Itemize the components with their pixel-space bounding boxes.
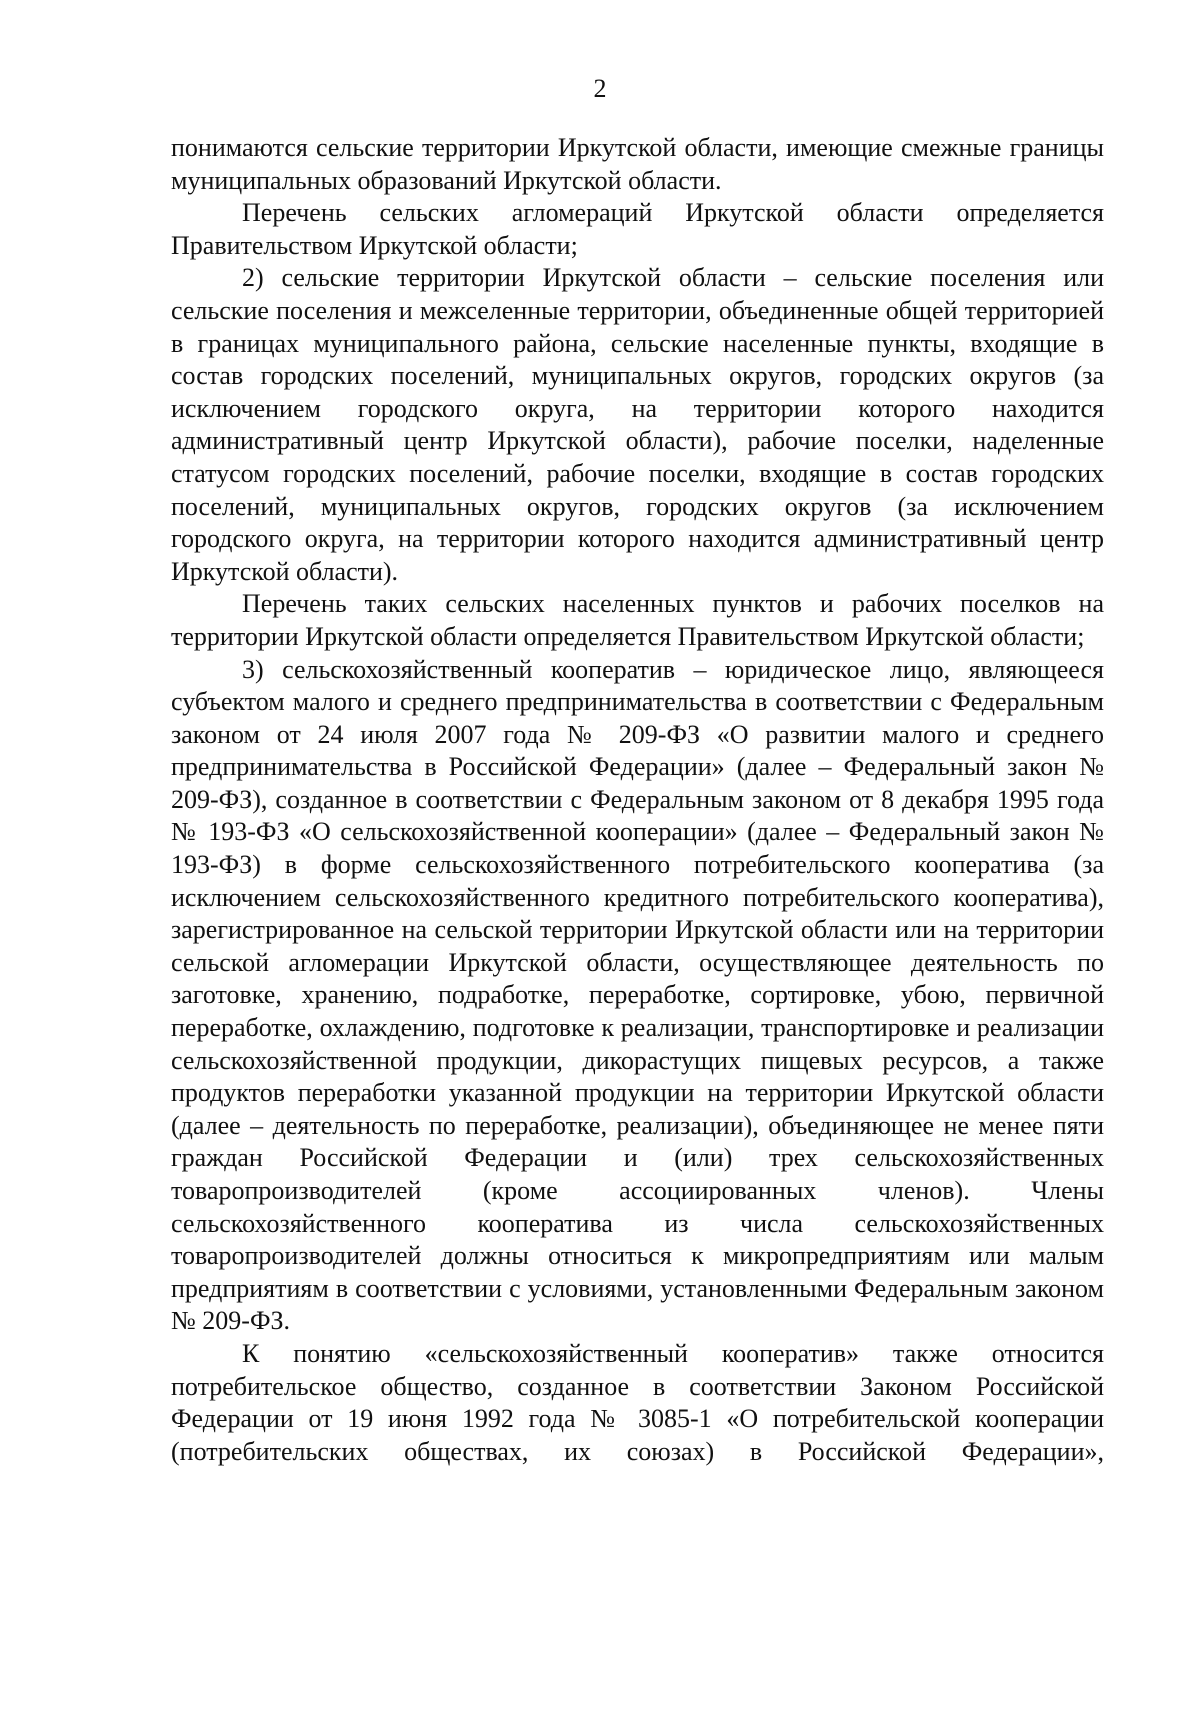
document-body [171, 132, 1104, 1468]
paragraph-continuation: понимаются сельские территории Иркутской области, имеющие смежные границы муниципальных образований Иркутской области. [171, 133, 1104, 195]
paragraph-agricultural-cooperative: 3) сельскохозяйственный кооператив – юридическое лицо, являющееся субъектом малого и среднего предпринимательства в соответствии с Федеральным законом от 24 июля 2007 года № 209-ФЗ «О развитии малого и среднего предпринимательства в Российской Федерации» (далее – Федеральный закон № 209-ФЗ), созданное в соответствии с Федеральным законом от 8 декабря 1995 года № 193-ФЗ «О сельскохозяйственной кооперации» (далее – Федеральный закон № 193-ФЗ) в форме сельскохозяйственного потребительского кооператива (за исключением сельскохозяйственного кредитного потребительского кооператива), зарегистрированное на сельской территории Иркутской области или на территории сельской агломерации Иркутской области, осуществляющее деятельность по заготовке, хранению, подработке, переработке, сортировке, убою, первичной переработке, охлаждению, подготовке к реализации, транспортировке и реализации сельскохозяйственной продукции, дикорастущих пищевых ресурсов, а также продуктов переработки указанной продукции на территории Иркутской области (далее – деятельность по переработке, реализации), объединяющее не менее пяти граждан Российской Федерации и (или) трех сельскохозяйственных товаропроизводителей (кроме ассоциированных членов). Члены сельскохозяйственного кооператива из числа сельскохозяйственных товаропроизводителей должны относиться к микропредприятиям или малым предприятиям в соответствии с условиями, установленными Федеральным законом № 209-ФЗ. [171, 654, 1104, 1336]
paragraph-rural-territories: 2) сельские территории Иркутской области – сельские поселения или сельские поселения и межселенные территории, объединенные общей территорией в границах муниципального района, сельские населенные пункты, входящие в состав городских поселений, муниципальных округов, городских округов (за исключением городского округа, на территории которого находится административный центр Иркутской области), рабочие поселки, наделенные статусом городских поселений, рабочие поселки, входящие в состав городских поселений, муниципальных округов, городских округов (за исключением городского округа, на территории которого находится административный центр Иркутской области). [171, 263, 1104, 586]
page-number: 2 [593, 74, 607, 103]
paragraph-settlements-list: Перечень таких сельских населенных пунктов и рабочих поселков на территории Иркутской области определяется Правительством Иркутской области; [171, 589, 1104, 651]
paragraph-agglomeration-list: Перечень сельских агломераций Иркутской области определяется Правительством Иркутской области; [171, 198, 1104, 260]
paragraph-consumer-society: К понятию «сельскохозяйственный кооператив» также относится потребительское общество, созданное в соответствии Законом Российской Федерации от 19 июня 1992 года № 3085-1 «О потребительской кооперации (потребительских обществах, их союзах) в Российской Федерации», [171, 1338, 1104, 1466]
